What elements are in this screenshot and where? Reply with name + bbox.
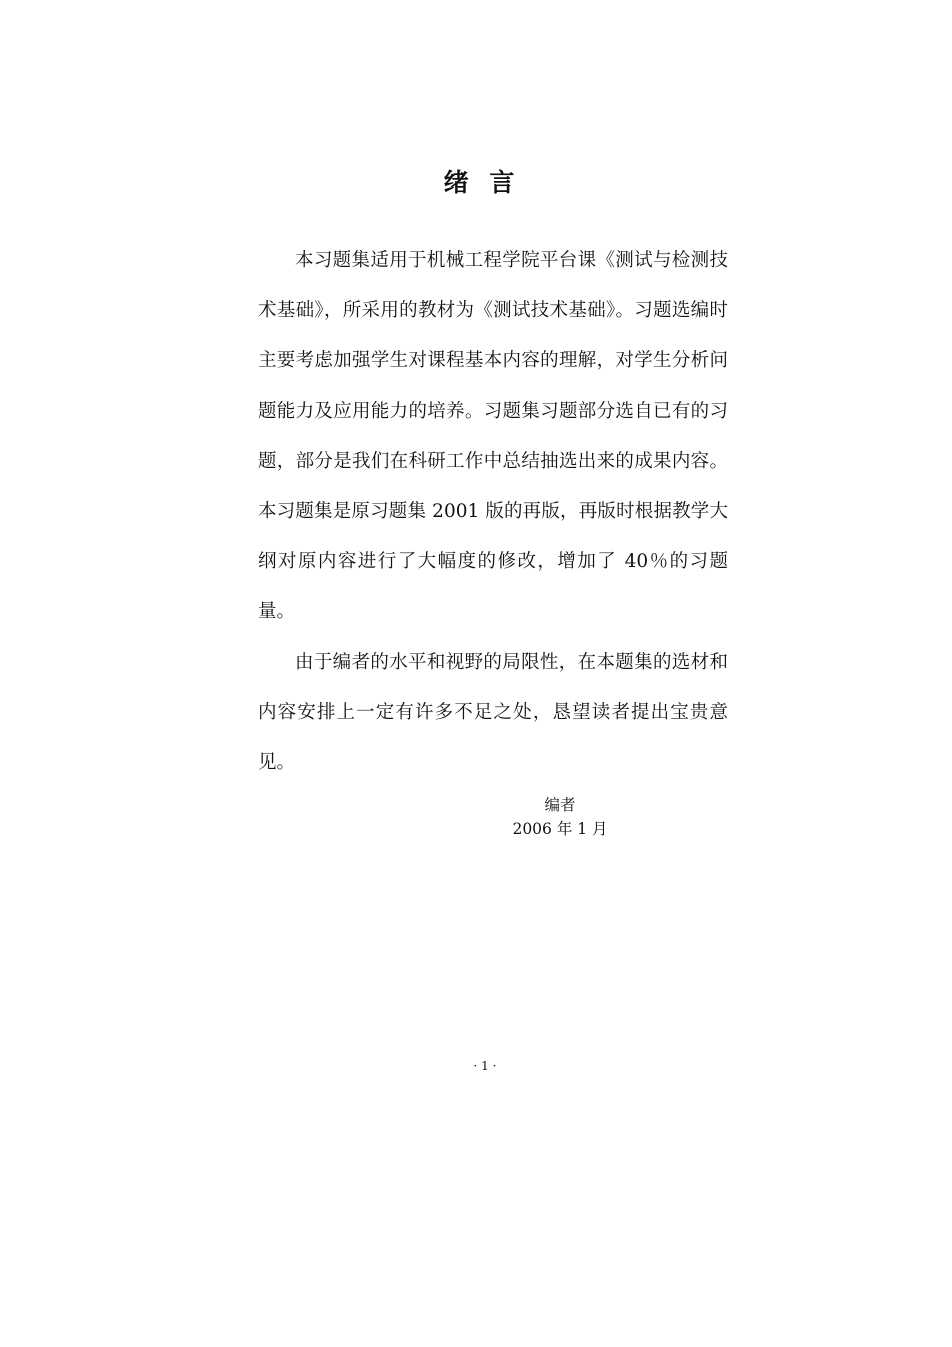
paragraph-1: 本习题集适用于机械工程学院平台课《测试与检测技术基础》，所采用的教材为《测试技术基础》。习题选编时主要考虑加强学生对课程基本内容的理解，对学生分析问题能力及应用能力的培养。习题集习题部分选自已有的习题，部分是我们在科研工作中总结抽选出来的成果内容。本习题集是原习题集 2001 版的再版，再版时根据教学大纲对原内容进行了大幅度的修改，增加了 40％的习题量。 xyxy=(258,250,728,623)
signature-date: 2006 年 1 月 xyxy=(512,820,608,838)
signature-author: 编者 xyxy=(544,796,576,814)
page-number: · 1 · xyxy=(473,1059,497,1073)
signature-block xyxy=(500,793,620,841)
paragraph-2: 由于编者的水平和视野的局限性，在本题集的选材和内容安排上一定有许多不足之处，恳望读者提出宝贵意见。 xyxy=(258,651,728,774)
page-title: 绪 言 xyxy=(443,168,521,197)
preface-body xyxy=(258,236,728,788)
